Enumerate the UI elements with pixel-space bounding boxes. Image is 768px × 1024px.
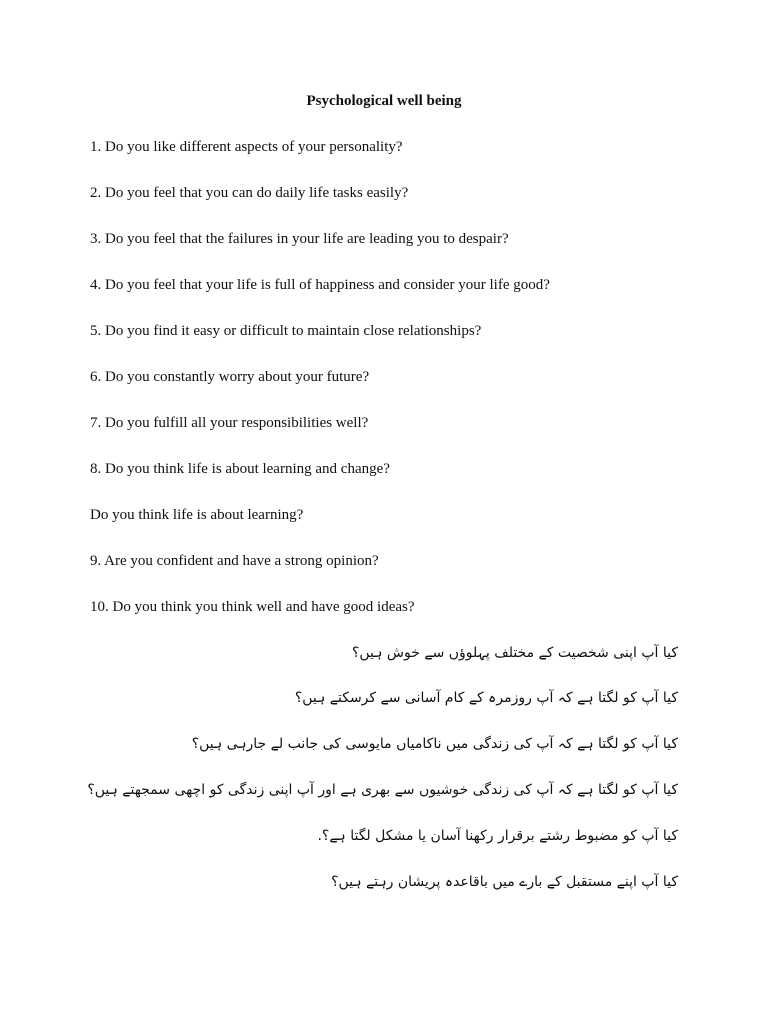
question-6-ur: کیا آپ اپنے مستقبل کے بارے میں باقاعدہ پریشان رہتے ہیں؟ — [331, 874, 678, 890]
question-1-ur: کیا آپ اپنی شخصیت کے مختلف پہلوؤں سے خوش ہیں؟ — [351, 645, 678, 661]
question-10-en: 10. Do you think you think well and have good ideas? — [90, 599, 415, 615]
question-2-en: 2. Do you feel that you can do daily life tasks easily? — [90, 185, 409, 201]
question-6-en: 6. Do you constantly worry about your future? — [90, 369, 370, 385]
question-5-en: 5. Do you find it easy or difficult to maintain close relationships? — [90, 323, 482, 339]
question-7-en: 7. Do you fulfill all your responsibilities well? — [90, 415, 369, 431]
document-title: Psychological well being — [306, 93, 462, 109]
question-5-ur: کیا آپ کو مضبوط رشتے برقرار رکھنا آسان یا مشکل لگتا ہے؟. — [317, 828, 678, 844]
question-3-en: 3. Do you feel that the failures in your life are leading you to despair? — [90, 231, 509, 247]
question-2-ur: کیا آپ کو لگتا ہے کہ آپ روزمرہ کے کام آسانی سے کرسکتے ہیں؟ — [294, 690, 678, 706]
question-9-en: 9. Are you confident and have a strong opinion? — [90, 553, 379, 569]
question-3-ur: کیا آپ کو لگتا ہے کہ آپ کی زندگی میں ناکامیاں مایوسی کی جانب لے جارہی ہیں؟ — [191, 736, 678, 752]
question-4-ur: کیا آپ کو لگتا ہے کہ آپ کی زندگی خوشیوں سے بھری ہے اور آپ اپنی زندگی کو اچھی سمجھتے ہیں؟ — [87, 782, 678, 798]
question-8-en: 8. Do you think life is about learning and change? — [90, 461, 390, 477]
question-8b-en: Do you think life is about learning? — [90, 507, 304, 523]
question-4-en: 4. Do you feel that your life is full of happiness and consider your life good? — [90, 277, 550, 293]
question-1-en: 1. Do you like different aspects of your personality? — [90, 139, 403, 155]
